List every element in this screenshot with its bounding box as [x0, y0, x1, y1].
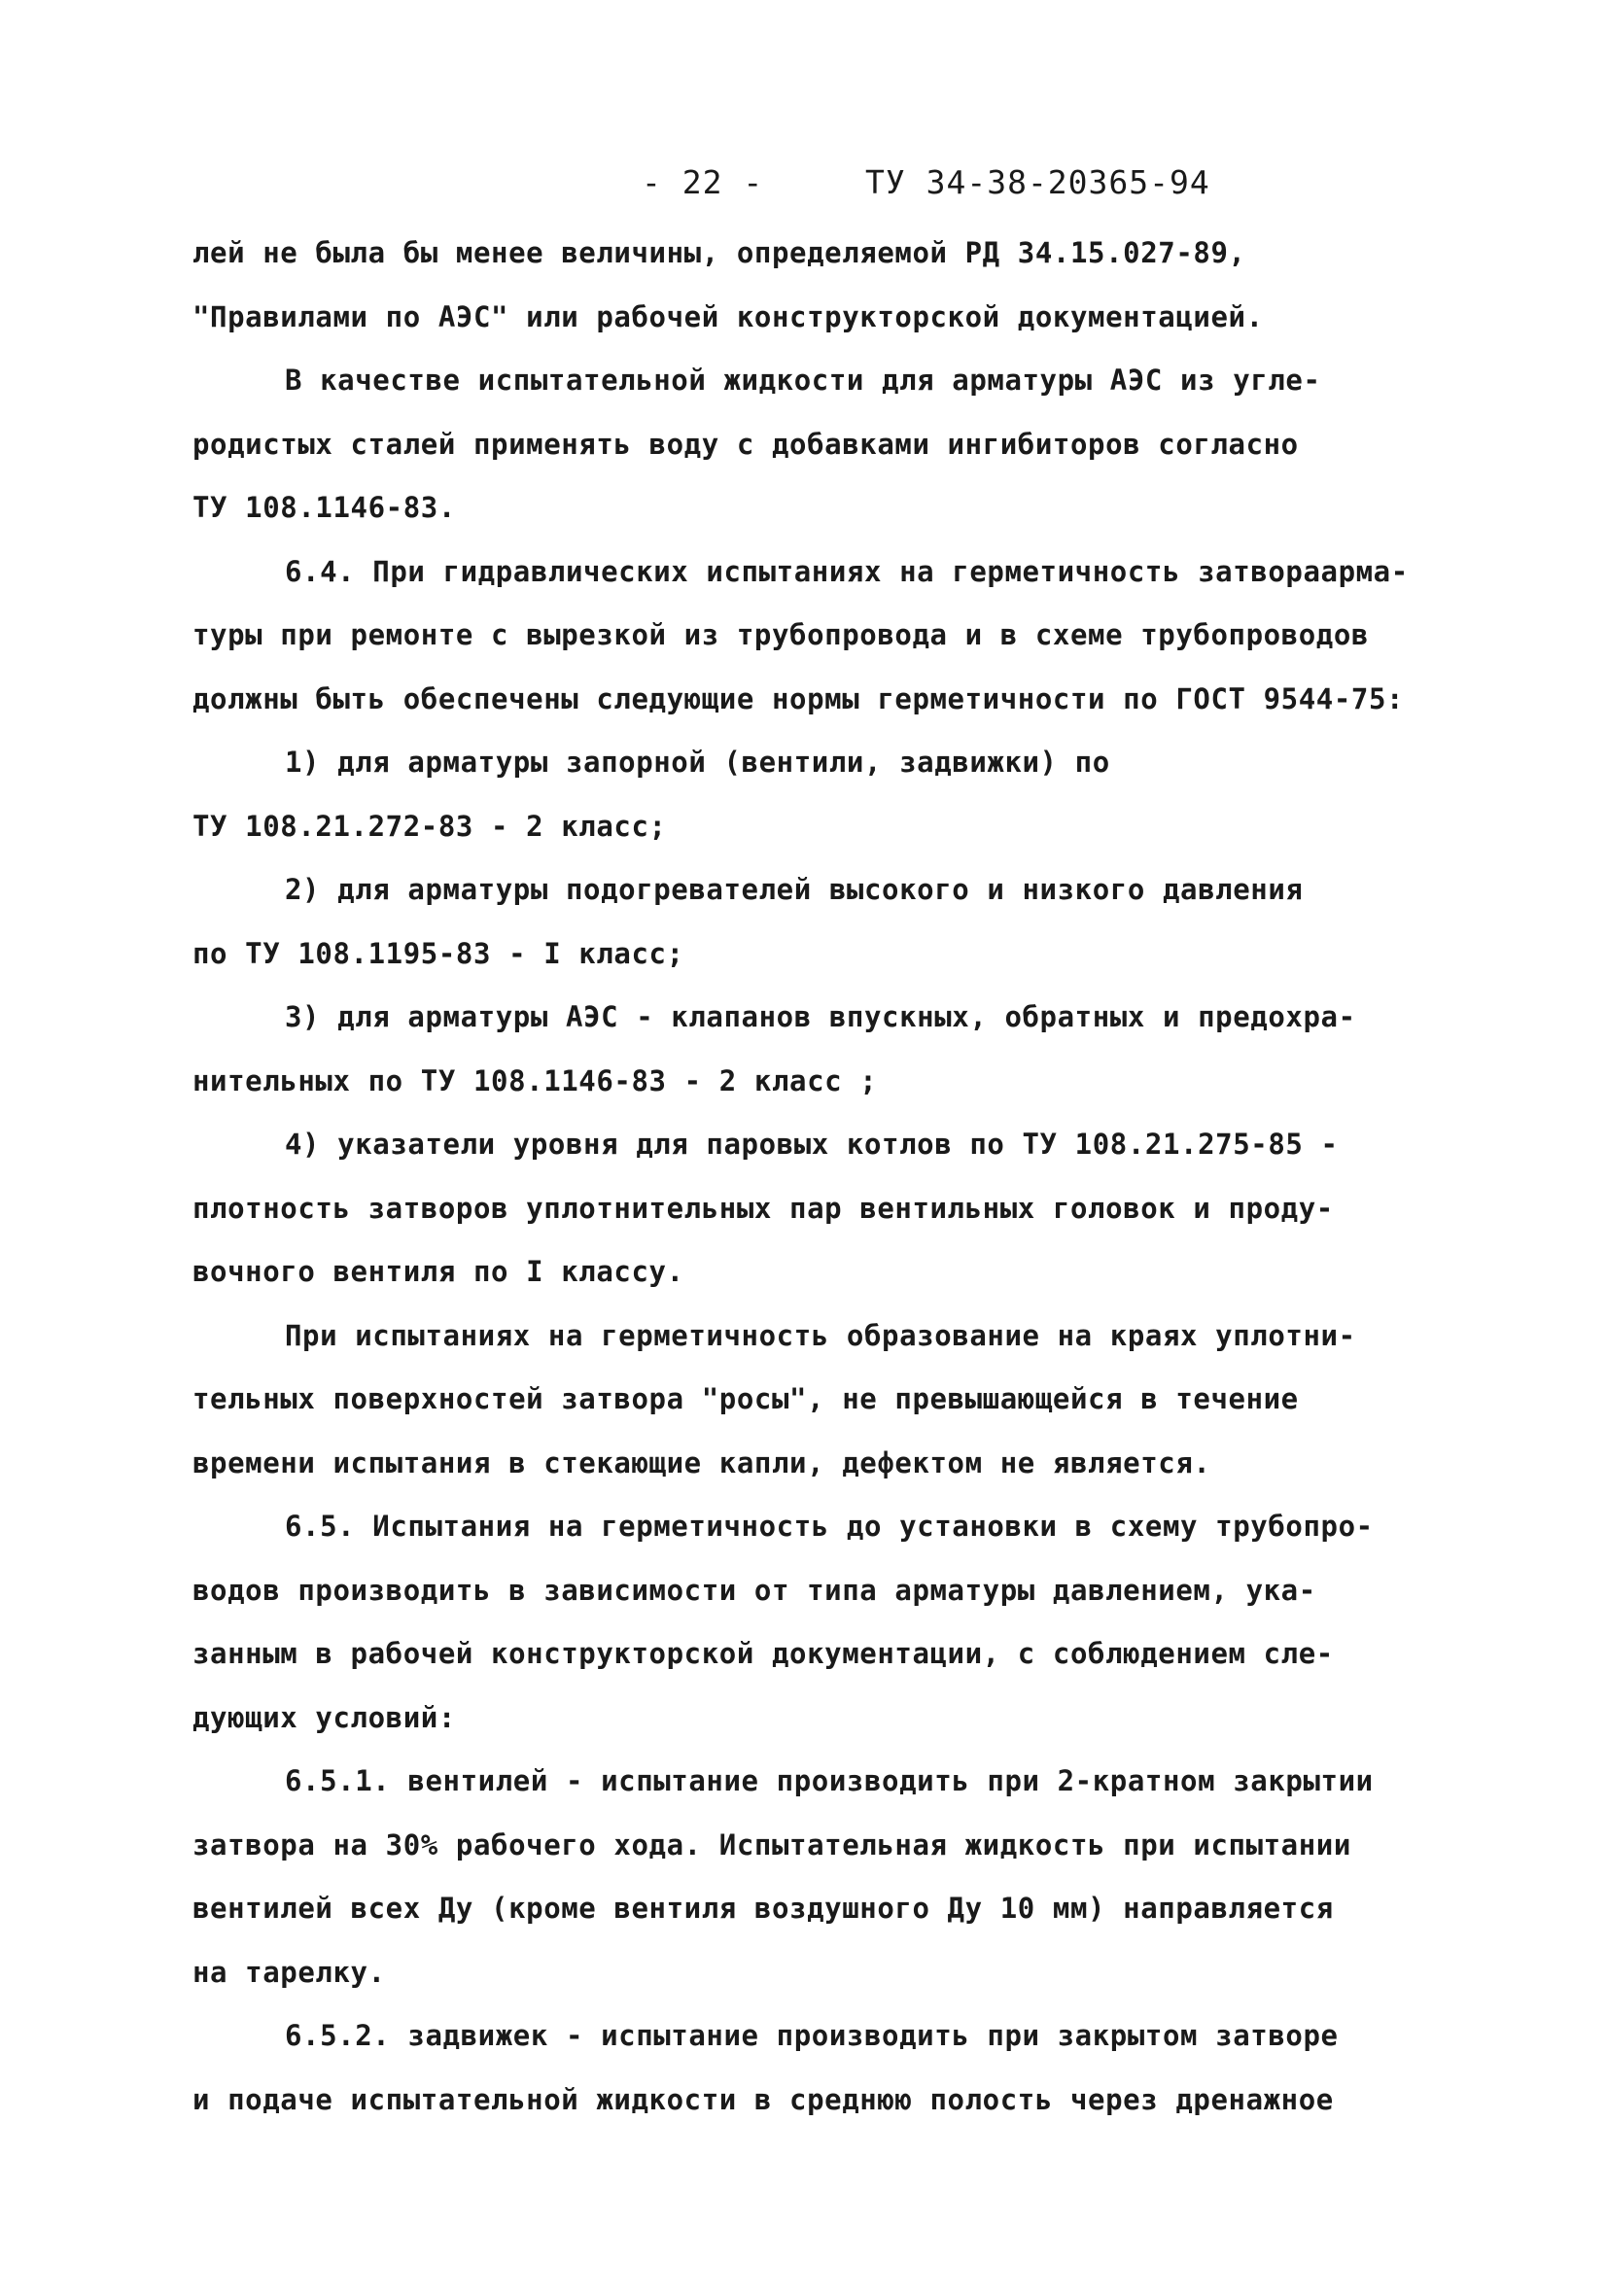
text-line: ТУ 108.21.272-83 - 2 класс;	[192, 809, 667, 843]
text-line: 6.5. Испытания на герметичность до установки в схему трубопро-	[285, 1510, 1374, 1543]
document-code: ТУ 34-38-20365-94	[865, 163, 1210, 201]
text-line: на тарелку.	[192, 1955, 386, 1989]
text-line: 3) для арматуры АЭС - клапанов впускных, обратных и предохра-	[285, 1000, 1356, 1033]
text-line: 1) для арматуры запорной (вентили, задвижки) по	[285, 746, 1110, 779]
text-line: плотность затворов уплотнительных пар вентильных головок и проду-	[192, 1191, 1334, 1225]
text-line: ТУ 108.1146-83.	[192, 491, 456, 524]
text-line: 6.5.2. задвижек - испытание производить при закрытом затворе	[285, 2019, 1339, 2052]
text-line: 6.4. При гидравлических испытаниях на герметичность затвораарма-	[285, 554, 1409, 588]
text-line: туры при ремонте с вырезкой из трубопровода и в схеме трубопроводов	[192, 618, 1369, 651]
text-line: нительных по ТУ 108.1146-83 - 2 класс ;	[192, 1063, 878, 1097]
page-header	[642, 163, 1210, 201]
text-line: водов производить в зависимости от типа арматуры давлением, ука-	[192, 1573, 1316, 1607]
text-line: "Правилами по АЭС" или рабочей конструкторской документацией.	[192, 299, 1264, 333]
text-line: лей не была бы менее величины, определяемой РД 34.15.027-89,	[192, 236, 1246, 269]
text-line: При испытаниях на герметичность образование на краях уплотни-	[285, 1318, 1356, 1352]
text-line: тельных поверхностей затвора "росы", не превышающейся в течение	[192, 1382, 1299, 1415]
text-line: дующих условий:	[192, 1700, 456, 1734]
text-line: и подаче испытательной жидкости в среднюю полость через дренажное	[192, 2082, 1334, 2116]
text-line: должны быть обеспечены следующие нормы герметичности по ГОСТ 9544-75:	[192, 681, 1405, 715]
text-line: занным в рабочей конструкторской документации, с соблюдением сле-	[192, 1637, 1334, 1670]
text-line: 2) для арматуры подогревателей высокого и низкого давления	[285, 873, 1304, 906]
page-number: - 22 -	[642, 163, 764, 201]
text-line: вентилей всех Ду (кроме вентиля воздушного Ду 10 мм) направляется	[192, 1892, 1334, 1925]
text-line: В качестве испытательной жидкости для арматуры АЭС из угле-	[285, 364, 1321, 397]
text-line: вочного вентиля по I классу.	[192, 1255, 684, 1288]
text-line: 6.5.1. вентилей - испытание производить при 2-кратном закрытии	[285, 1764, 1374, 1797]
body-text	[192, 222, 1466, 2132]
text-line: затвора на 30% рабочего хода. Испытательная жидкость при испытании	[192, 1827, 1351, 1861]
text-line: 4) указатели уровня для паровых котлов по ТУ 108.21.275-85 -	[285, 1128, 1339, 1161]
text-line: времени испытания в стекающие капли, дефектом не является.	[192, 1445, 1211, 1479]
text-line: по ТУ 108.1195-83 - I класс;	[192, 936, 684, 970]
text-line: родистых сталей применять воду с добавками ингибиторов согласно	[192, 427, 1299, 461]
